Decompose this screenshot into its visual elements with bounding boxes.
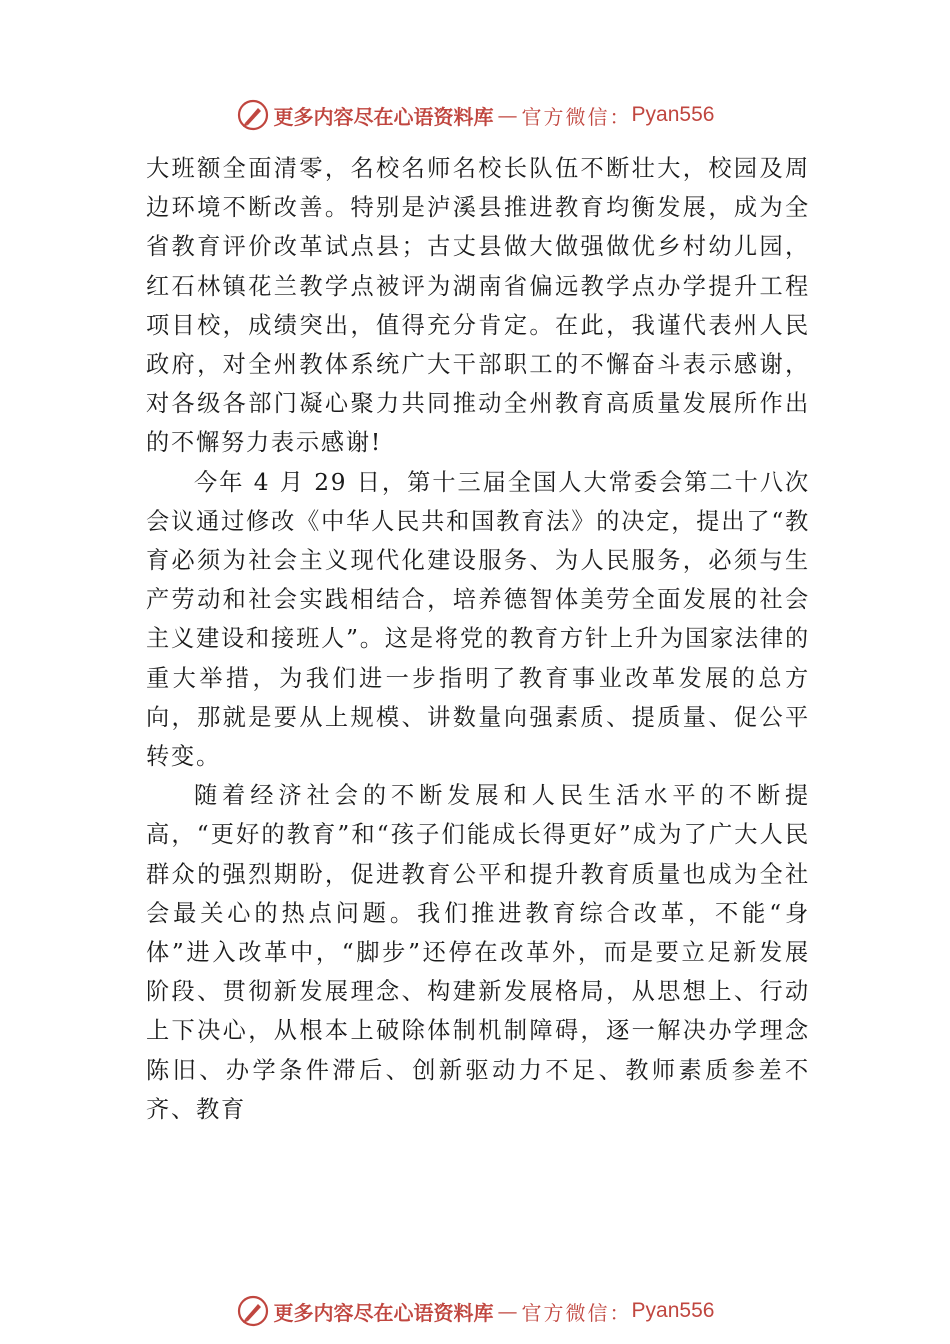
banner-separator: — [497,1299,518,1323]
document-body [146,149,810,1129]
banner-wechat-label: 官方微信： [521,104,632,129]
paragraph-1: 大班额全面清零，名校名师名校长队伍不断壮大，校园及周边环境不断改善。特别是泸溪县推进教育均衡发展，成为全省教育评价改革试点县；古丈县做大做强做优乡村幼儿园，红石林镇花兰教学点被评为湖南省偏远教学点办学提升工程项目校，成绩突出，值得充分肯定。在此，我谨代表州人民政府，对全州教体系统广大干部职工的不懈奋斗表示感谢，对各级各部门凝心聚力共同推动全州教育高质量发展所作出的不懈努力表示感谢! [146,155,810,457]
pen-logo-icon [236,98,270,132]
pen-logo-icon [236,1294,270,1328]
paragraph-3: 随着经济社会的不断发展和人民生活水平的不断提高，“更好的教育”和“孩子们能成长得更好”成为了广大人民群众的强烈期盼，促进教育公平和提升教育质量也成为全社会最关心的热点问题。我们推进教育综合改革，不能“身体”进入改革中，“脚步”还停在改革外，而是要立足新发展阶段、贯彻新发展理念、构建新发展格局，从思想上、行动上下决心，从根本上破除体制机制障碍，逐一解决办学理念陈旧、办学条件滞后、创新驱动力不足、教师素质参差不齐、教育 [146,782,810,1123]
banner-wechat-id: Pyan556 [631,103,715,126]
footer-banner [0,1291,950,1331]
paragraph-2: 今年 4 月 29 日，第十三届全国人大常委会第二十八次会议通过修改《中华人民共和国教育法》的决定，提出了“教育必须为社会主义现代化建设服务、为人民服务，必须与生产劳动和社会实践相结合，培养德智体美劳全面发展的社会主义建设和接班人”。这是将党的教育方针上升为国家法律的重大举措，为我们进一步指明了教育事业改革发展的总方向，那就是要从上规模、讲数量向强素质、提质量、促公平转变。 [146,468,810,771]
banner-title: 更多内容尽在心语资料库 [273,104,494,129]
header-banner [0,95,950,135]
banner-wechat-id: Pyan556 [631,1299,715,1322]
banner-wechat-label: 官方微信： [521,1300,632,1325]
banner-title: 更多内容尽在心语资料库 [273,1300,494,1325]
banner-separator: — [497,103,518,127]
